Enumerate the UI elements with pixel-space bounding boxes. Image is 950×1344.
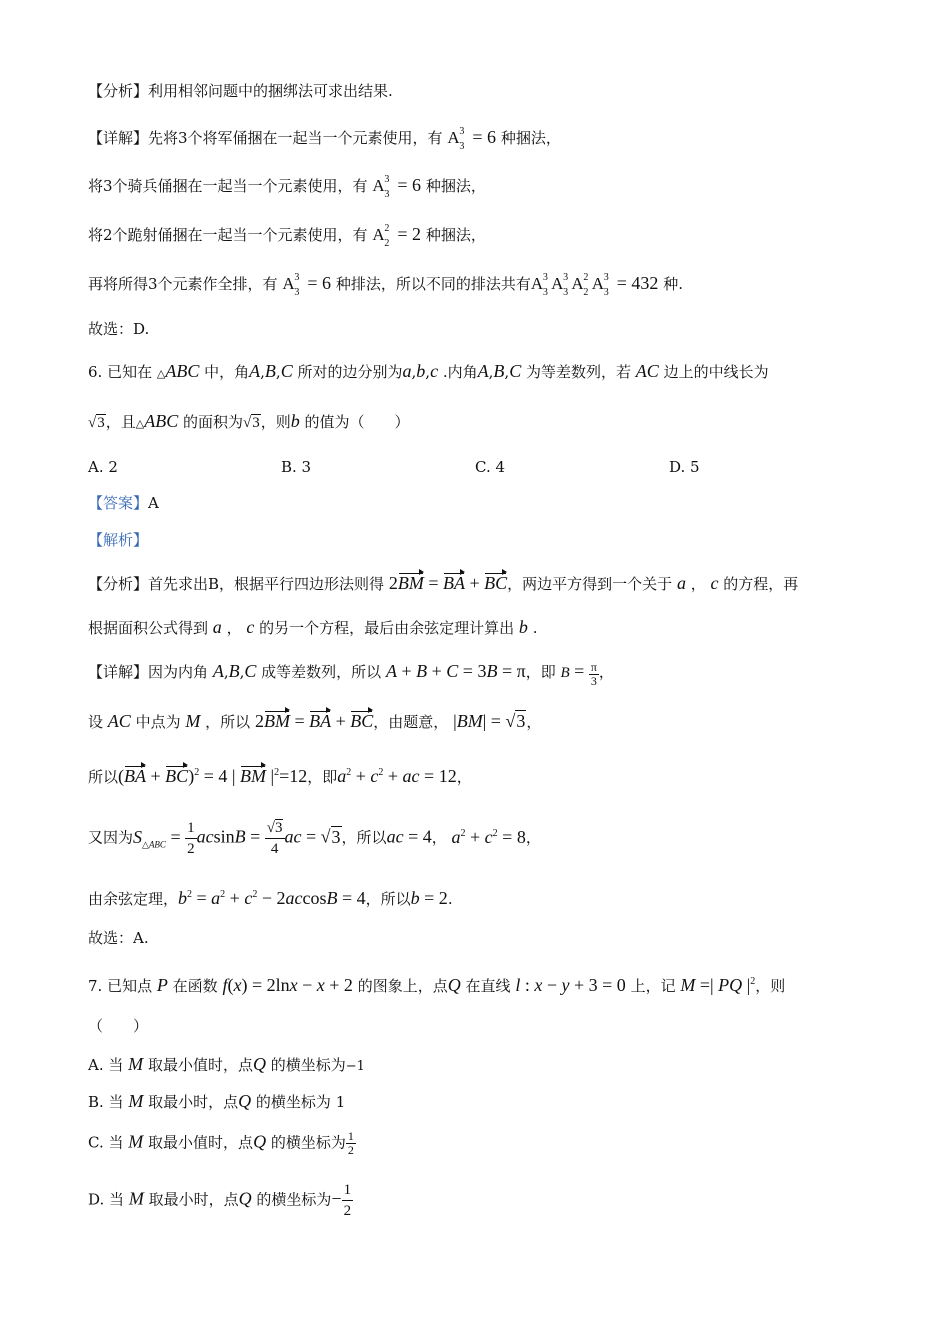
q7-option-c[interactable]: C. 当 M 取最小值时，点Q 的横坐标为 $\frac{1}{2}$	[88, 1129, 354, 1157]
q6-detail-line4: 又因为$S_{\triangle ABC}$ = $\frac{1}{2}$ acsinB = $\frac{√3}{4}$ ac = √3，所以ac = 4， $a^2 + c^2 = 8$，	[88, 820, 541, 857]
q7-paren: （ ）	[88, 1017, 149, 1035]
q6-detail-line5: 由余弦定理，$b^2 = a^2 + c^2 - 2accosB = 4$，所以b = 2.	[88, 888, 453, 908]
q5-detail-line1: 【详解】先将3个将军俑捆在一起当一个元素使用，有 A 3 3 = 6 种捆法，	[88, 126, 561, 152]
q6-detail-line1: 【详解】因为内角 A,B,C 成等差数列，所以 A + B + C = 3B = π，即 B = $\frac{\pi}{3}$ ，	[88, 660, 614, 688]
q6-choice: 故选：A.	[88, 929, 149, 947]
q6-option-a[interactable]: A. 2	[88, 458, 118, 476]
q7-option-a[interactable]: A. 当 M 取最小值时，点Q 的横坐标为−1	[88, 1054, 365, 1074]
q7-option-b[interactable]: B. 当 M 取最小时，点Q 的横坐标为 1	[88, 1091, 346, 1111]
q7-option-d[interactable]: D. 当 M 取最小时，点Q 的横坐标为− $\frac{1}{2}$	[88, 1182, 352, 1219]
q6-solution-tag: 【解析】	[88, 531, 149, 549]
q6-detail-line2: 设 AC 中点为 M ，所以 2BM = BA + BC，由题意， |BM| = √3，	[88, 711, 542, 731]
q6-option-d[interactable]: D. 5	[669, 458, 700, 476]
q5-detail-line2: 将3个骑兵俑捆在一起当一个元素使用，有 A 3 3 = 6 种捆法，	[88, 174, 486, 200]
q6-options	[88, 456, 868, 478]
q7-stem-line1: 7. 已知点 P 在函数 f(x) = 2lnx − x + 2 的图象上，点Q 在直线 l : x − y + 3 = 0 上，记 M =| PQ $|^2$，则	[88, 975, 786, 995]
q6-analysis-line2: 根据面积公式得到 a ， c 的另一个方程，最后由余弦定理计算出 b .	[88, 617, 538, 637]
q5-choice: 故选：D.	[88, 320, 150, 338]
q5-detail-line3: 将2个跪射俑捆在一起当一个元素使用，有 A 2 2 = 2 种捆法，	[88, 223, 486, 249]
q6-detail-line3: 所以(BA + BC)$^2$ = 4 | BM $|^2=12$，即$a^2 + c^2$ + ac = 12，	[88, 766, 472, 786]
q6-stem-line2: √3，且△ABC 的面积为√3，则b 的值为（ ）	[88, 411, 410, 431]
q6-answer: 【答案】A	[88, 494, 159, 512]
q6-stem-line1: 6. 已知在 △ABC 中，角A,B,C 所对的边分别为a,b,c .内角A,B,C 为等差数列，若 AC 边上的中线长为	[88, 361, 769, 381]
q5-detail-line4: 再将所得3个元素作全排，有 A 3 3 = 6 种排法，所以不同的排法共有A 3 3 A 3 3 A 2 2 A 3 3 = 432 种.	[88, 272, 683, 298]
q5-analysis: 【分析】利用相邻问题中的捆绑法可求出结果.	[88, 82, 393, 100]
q6-analysis-line1: 【分析】首先求出B，根据平行四边形法则得 2BM = BA + BC，两边平方得到一个关于 a ， c 的方程，再	[88, 573, 799, 593]
q6-option-c[interactable]: C. 4	[475, 458, 506, 476]
q6-option-b[interactable]: B. 3	[281, 458, 312, 476]
